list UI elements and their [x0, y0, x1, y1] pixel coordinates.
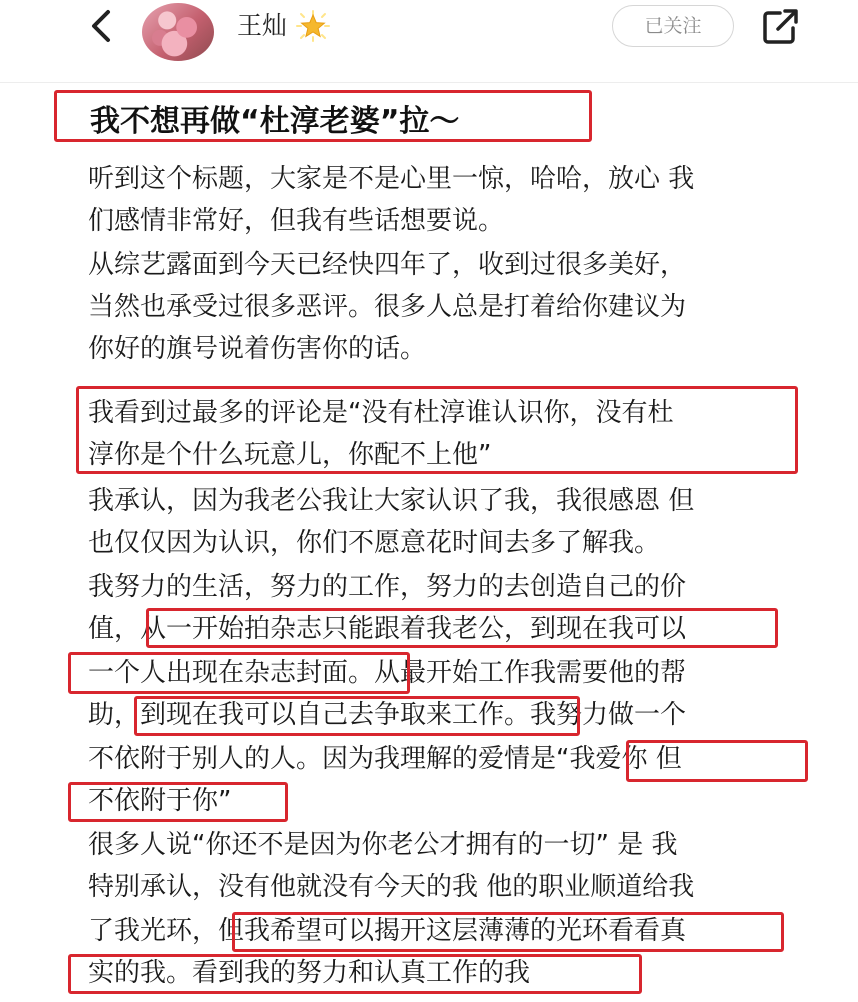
body-line: 淳你是个什么玩意儿，你配不上他” [88, 440, 492, 470]
share-icon [760, 4, 800, 48]
body-line: 听到这个标题，大家是不是心里一惊，哈哈，放心 我 [88, 164, 695, 194]
chevron-left-icon [82, 4, 122, 48]
username[interactable]: 王灿 [237, 11, 288, 40]
body-line: 从综艺露面到今天已经快四年了，收到过很多美好， [88, 250, 687, 280]
star-icon [296, 10, 330, 42]
body-line: 很多人说“你还不是因为你老公才拥有的一切” 是 我 [88, 830, 678, 860]
top-bar [0, 0, 858, 83]
body-line: 也仅仅因为认识，你们不愿意花时间去多了解我。 [88, 528, 661, 558]
body-line: 一个人出现在杂志封面。从最开始工作我需要他的帮 [88, 658, 687, 688]
post-title: 我不想再做“杜淳老婆”拉～ [90, 104, 460, 139]
body-line: 们感情非常好，但我有些话想要说。 [88, 206, 505, 236]
body-line: 了我光环，但我希望可以揭开这层薄薄的光环看看真 [88, 916, 687, 946]
share-button[interactable] [760, 4, 800, 48]
body-line: 不依附于别人的人。因为我理解的爱情是“我爱你 但 [88, 744, 682, 774]
body-line: 你好的旗号说着伤害你的话。 [88, 334, 427, 364]
back-button[interactable] [82, 4, 122, 48]
body-line: 我承认，因为我老公我让大家认识了我，我很感恩 但 [88, 486, 695, 516]
body-line: 不依附于你” [88, 786, 232, 816]
body-line: 我看到过最多的评论是“没有杜淳谁认识你，没有杜 [88, 398, 674, 428]
body-line: 我努力的生活，努力的工作，努力的去创造自己的价 [88, 572, 687, 602]
body-line: 值，从一开始拍杂志只能跟着我老公，到现在我可以 [88, 614, 687, 644]
body-line: 实的我。看到我的努力和认真工作的我 [88, 958, 531, 988]
body-line: 当然也承受过很多恶评。很多人总是打着给你建议为 [88, 292, 687, 322]
follow-button[interactable]: 已关注 [612, 5, 734, 47]
body-line: 助，到现在我可以自己去争取来工作。我努力做一个 [88, 700, 687, 730]
body-line: 特别承认，没有他就没有今天的我 他的职业顺道给我 [88, 872, 695, 902]
avatar[interactable] [142, 3, 214, 61]
